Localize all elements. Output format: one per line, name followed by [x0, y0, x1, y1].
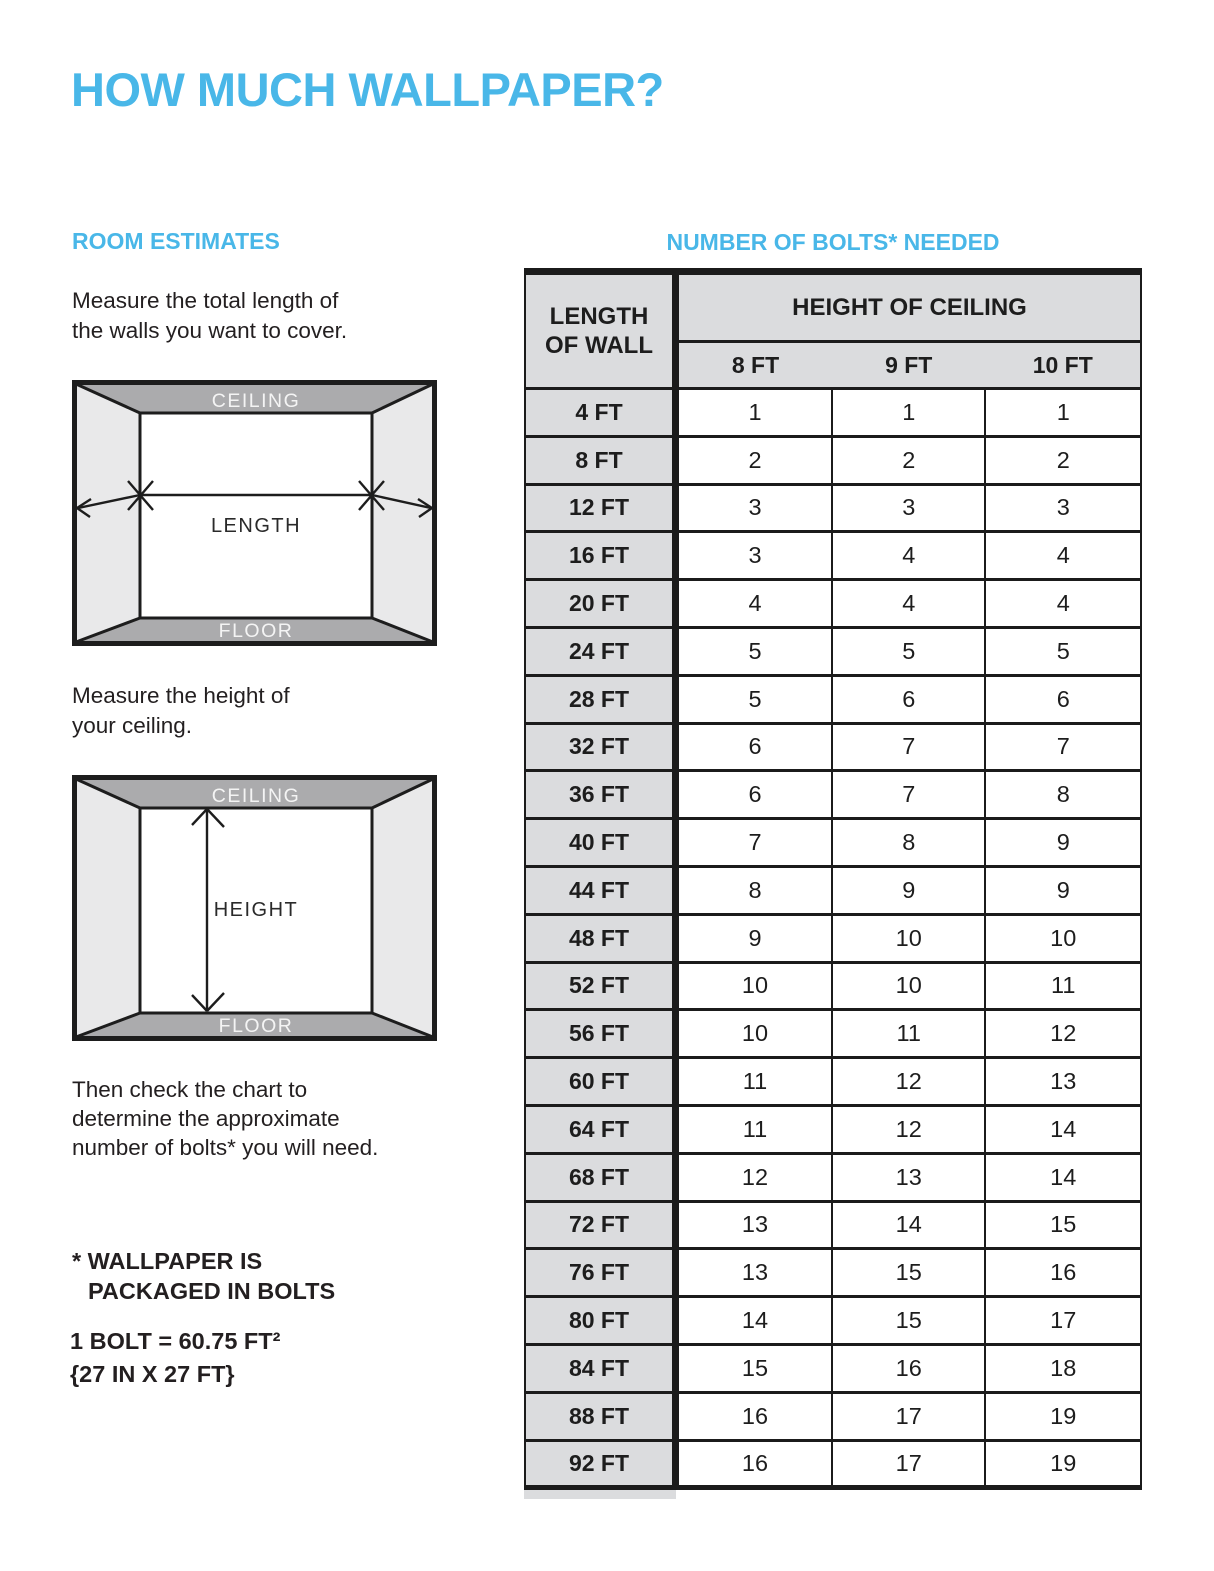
- bolt-count-cell: 3: [675, 484, 832, 532]
- bolt-count-cell: 4: [675, 580, 832, 628]
- paragraph-line: number of bolts* you will need.: [72, 1135, 379, 1160]
- row-length-cell: 60 FT: [525, 1058, 675, 1106]
- bolt-count-cell: 13: [832, 1153, 985, 1201]
- row-length-cell: 24 FT: [525, 627, 675, 675]
- row-length-cell: 28 FT: [525, 675, 675, 723]
- footnote-wallpaper-bolts: [72, 1246, 335, 1306]
- bolt-count-cell: 7: [832, 723, 985, 771]
- bolt-count-cell: 1: [675, 389, 832, 437]
- row-length-cell: 84 FT: [525, 1344, 675, 1392]
- bolt-count-cell: 16: [985, 1249, 1141, 1297]
- bolt-count-cell: 17: [832, 1440, 985, 1488]
- bolt-count-cell: 17: [985, 1297, 1141, 1345]
- table-row: [525, 1010, 1141, 1058]
- table-row: [525, 723, 1141, 771]
- bolt-count-cell: 14: [832, 1201, 985, 1249]
- bolt-count-cell: 12: [675, 1153, 832, 1201]
- table-row: [525, 1392, 1141, 1440]
- table-title: NUMBER OF BOLTS* NEEDED: [666, 229, 1000, 255]
- room-length-diagram: [72, 380, 437, 646]
- bolt-count-cell: 19: [985, 1440, 1141, 1488]
- bolt-count-cell: 10: [832, 914, 985, 962]
- bolt-count-cell: 5: [985, 627, 1141, 675]
- row-length-cell: 44 FT: [525, 866, 675, 914]
- table-row: [525, 1249, 1141, 1297]
- table-group-header-row: [525, 272, 1141, 342]
- row-length-cell: 52 FT: [525, 962, 675, 1010]
- row-length-cell: 64 FT: [525, 1105, 675, 1153]
- bolt-count-cell: 14: [675, 1297, 832, 1345]
- bolt-count-cell: 7: [675, 819, 832, 867]
- row-length-cell: 32 FT: [525, 723, 675, 771]
- header-8ft: 8 FT: [675, 342, 832, 389]
- table-row: [525, 1105, 1141, 1153]
- section-heading-room-estimates: ROOM ESTIMATES: [72, 228, 280, 254]
- bolt-count-cell: 12: [832, 1058, 985, 1106]
- paragraph-line: Then check the chart to: [72, 1077, 308, 1102]
- table-row: [525, 1058, 1141, 1106]
- bolt-count-cell: 2: [985, 436, 1141, 484]
- table-row: [525, 675, 1141, 723]
- bolt-count-cell: 15: [985, 1201, 1141, 1249]
- paragraph-measure-height: [72, 681, 290, 741]
- paragraph-line: Measure the height of: [72, 683, 290, 708]
- bolt-count-cell: 13: [675, 1249, 832, 1297]
- bolt-count-cell: 8: [985, 771, 1141, 819]
- bolt-count-cell: 8: [832, 819, 985, 867]
- row-length-cell: 40 FT: [525, 819, 675, 867]
- bolt-size-info: [70, 1325, 280, 1391]
- row-length-cell: 76 FT: [525, 1249, 675, 1297]
- bolt-count-cell: 1: [985, 389, 1141, 437]
- table-row: [525, 771, 1141, 819]
- table-row: [525, 914, 1141, 962]
- bolt-count-cell: 13: [675, 1201, 832, 1249]
- bolt-count-cell: 12: [985, 1010, 1141, 1058]
- paragraph-line: your ceiling.: [72, 713, 193, 738]
- paragraph-measure-length: [72, 286, 347, 346]
- bolt-count-cell: 5: [675, 627, 832, 675]
- row-length-cell: 36 FT: [525, 771, 675, 819]
- bolt-count-cell: 2: [832, 436, 985, 484]
- bolt-count-cell: 5: [832, 627, 985, 675]
- table-row: [525, 484, 1141, 532]
- row-length-cell: 8 FT: [525, 436, 675, 484]
- paragraph-line: the walls you want to cover.: [72, 318, 348, 343]
- table-row: [525, 1297, 1141, 1345]
- paragraph-check-chart: [72, 1075, 378, 1162]
- bolt-count-cell: 3: [675, 532, 832, 580]
- bolt-count-cell: 12: [832, 1105, 985, 1153]
- bolt-count-cell: 17: [832, 1392, 985, 1440]
- bolt-count-cell: 3: [832, 484, 985, 532]
- table-row: [525, 866, 1141, 914]
- bolt-count-cell: 16: [832, 1344, 985, 1392]
- table-tail-strip: [524, 1490, 676, 1499]
- table-row: [525, 389, 1141, 437]
- bolt-count-cell: 4: [985, 580, 1141, 628]
- ceiling-label: CEILING: [211, 390, 301, 412]
- header-length-of-wall: [525, 272, 675, 389]
- page-title: HOW MUCH WALLPAPER?: [71, 63, 664, 116]
- length-label: LENGTH: [210, 515, 302, 537]
- table-row: [525, 532, 1141, 580]
- bolt-count-cell: 18: [985, 1344, 1141, 1392]
- bolt-count-cell: 9: [832, 866, 985, 914]
- paragraph-line: Measure the total length of: [72, 288, 339, 313]
- table-row: [525, 580, 1141, 628]
- bolt-count-cell: 10: [832, 962, 985, 1010]
- bolt-size-line: 1 BOLT = 60.75 FT²: [70, 1328, 281, 1354]
- row-length-cell: 88 FT: [525, 1392, 675, 1440]
- bolt-count-cell: 2: [675, 436, 832, 484]
- bolt-count-cell: 4: [985, 532, 1141, 580]
- bolt-count-cell: 11: [985, 962, 1141, 1010]
- bolt-count-cell: 13: [985, 1058, 1141, 1106]
- bolt-count-cell: 6: [832, 675, 985, 723]
- table-row: [525, 1344, 1141, 1392]
- row-length-cell: 68 FT: [525, 1153, 675, 1201]
- bolts-table-container: [524, 268, 1142, 1499]
- bolt-count-cell: 10: [675, 962, 832, 1010]
- bolt-count-cell: 10: [985, 914, 1141, 962]
- header-line: OF WALL: [545, 332, 653, 359]
- bolt-count-cell: 19: [985, 1392, 1141, 1440]
- bolt-count-cell: 9: [985, 866, 1141, 914]
- row-length-cell: 92 FT: [525, 1440, 675, 1488]
- bolt-count-cell: 9: [675, 914, 832, 962]
- header-10ft: 10 FT: [985, 342, 1141, 389]
- floor-label: FLOOR: [218, 1015, 294, 1037]
- bolt-count-cell: 4: [832, 532, 985, 580]
- table-row: [525, 819, 1141, 867]
- ceiling-label: CEILING: [211, 785, 301, 807]
- floor-label: FLOOR: [218, 620, 294, 642]
- bolt-count-cell: 10: [675, 1010, 832, 1058]
- bolts-table-body: [525, 389, 1141, 1488]
- row-length-cell: 4 FT: [525, 389, 675, 437]
- bolt-count-cell: 7: [985, 723, 1141, 771]
- table-row: [525, 1201, 1141, 1249]
- bolt-size-line: {27 IN X 27 FT}: [70, 1361, 235, 1387]
- bolt-count-cell: 5: [675, 675, 832, 723]
- row-length-cell: 80 FT: [525, 1297, 675, 1345]
- header-line: LENGTH: [549, 303, 649, 330]
- bolt-count-cell: 15: [832, 1297, 985, 1345]
- table-row: [525, 1153, 1141, 1201]
- bolt-count-cell: 4: [832, 580, 985, 628]
- row-length-cell: 48 FT: [525, 914, 675, 962]
- row-length-cell: 20 FT: [525, 580, 675, 628]
- row-length-cell: 12 FT: [525, 484, 675, 532]
- bolt-count-cell: 15: [832, 1249, 985, 1297]
- bolt-count-cell: 15: [675, 1344, 832, 1392]
- right-wall-panel: [372, 779, 433, 1037]
- bolt-count-cell: 6: [675, 771, 832, 819]
- footnote-line: PACKAGED IN BOLTS: [88, 1278, 336, 1304]
- row-length-cell: 72 FT: [525, 1201, 675, 1249]
- height-label: HEIGHT: [213, 899, 299, 921]
- bolt-count-cell: 11: [675, 1058, 832, 1106]
- row-length-cell: 56 FT: [525, 1010, 675, 1058]
- bolt-count-cell: 7: [832, 771, 985, 819]
- bolt-count-cell: 6: [985, 675, 1141, 723]
- table-row: [525, 627, 1141, 675]
- bolt-count-cell: 6: [675, 723, 832, 771]
- bolt-count-cell: 1: [832, 389, 985, 437]
- left-wall-panel: [76, 779, 140, 1037]
- bolt-count-cell: 9: [985, 819, 1141, 867]
- bolt-count-cell: 14: [985, 1153, 1141, 1201]
- table-row: [525, 1440, 1141, 1488]
- bolt-count-cell: 11: [832, 1010, 985, 1058]
- bolt-count-cell: 3: [985, 484, 1141, 532]
- header-height-of-ceiling: HEIGHT OF CEILING: [675, 272, 1141, 342]
- paragraph-line: determine the approximate: [72, 1106, 340, 1131]
- bolt-count-cell: 16: [675, 1392, 832, 1440]
- room-height-diagram: [72, 775, 437, 1041]
- row-length-cell: 16 FT: [525, 532, 675, 580]
- bolt-count-cell: 8: [675, 866, 832, 914]
- bolts-table: [524, 268, 1142, 1490]
- bolt-count-cell: 14: [985, 1105, 1141, 1153]
- table-row: [525, 962, 1141, 1010]
- header-9ft: 9 FT: [832, 342, 985, 389]
- footnote-line: * WALLPAPER IS: [72, 1248, 263, 1274]
- bolt-count-cell: 16: [675, 1440, 832, 1488]
- bolt-count-cell: 11: [675, 1105, 832, 1153]
- table-row: [525, 436, 1141, 484]
